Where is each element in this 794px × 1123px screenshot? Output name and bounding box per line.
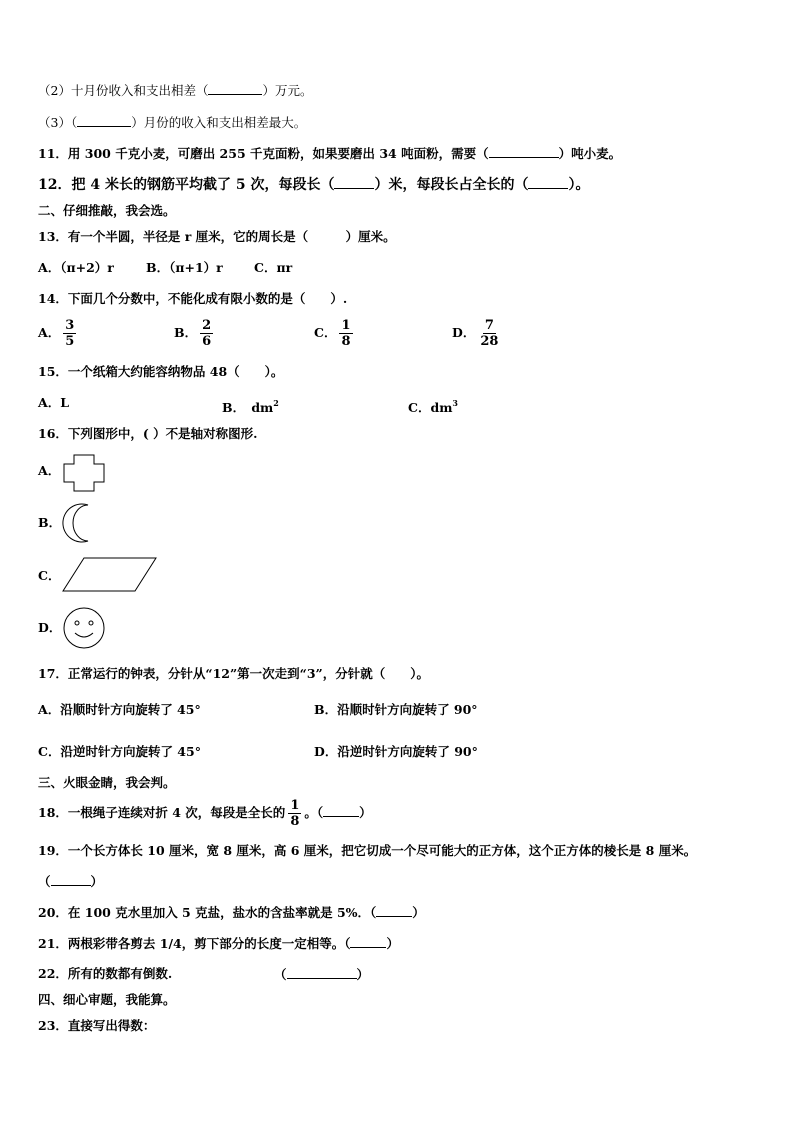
question-11: 11．用 300 千克小麦，可磨出 255 千克面粉，如果要磨出 34 吨面粉，需要（ ）吨小麦。 [38,146,622,161]
q13-option-a[interactable]: A．（π+2）r [38,260,114,275]
fraction: $\frac{1}{8}$ [290,798,300,829]
q15-option-b[interactable]: B． $dm^2$ [222,398,279,415]
answer-blank[interactable] [77,114,131,127]
q16-option-b[interactable]: B． [38,515,62,530]
answer-blank[interactable] [287,966,357,979]
q13-option-c[interactable]: C．πr [254,260,293,275]
answer-blank[interactable] [208,82,262,95]
question-16: 16．下列图形中，( ）不是轴对称图形. [38,426,258,441]
q16-option-d[interactable]: D． [38,620,62,635]
question-13: 13．有一个半圆，半径是 r 厘米，它的周长是（ ）厘米。 [38,229,396,244]
crescent-moon-icon [62,503,98,543]
q17-option-c[interactable]: C．沿逆时针方向旋转了 45° [38,744,201,759]
question-14: 14．下面几个分数中，不能化成有限小数的是（ ）. [38,291,348,306]
question-18: 18．一根绳子连续对折 4 次，每段是全长的 $\frac{1}{8}$ 。（ ） [38,798,372,829]
q15-option-c[interactable]: C．$dm^3$ [408,398,458,415]
q14-option-c[interactable]: C． $\frac{1}{8}$ [314,318,351,349]
q14-option-a[interactable]: A． $\frac{3}{5}$ [38,318,75,349]
q16-option-a[interactable]: A． [38,463,61,478]
answer-blank[interactable] [51,873,91,886]
q14-option-b[interactable]: B． $\frac{2}{6}$ [174,318,212,349]
question-19-answer: （ ） [38,874,104,889]
section-3-heading: 三、火眼金睛，我会判。 [38,775,176,790]
q17-option-b[interactable]: B．沿顺时针方向旋转了 90° [314,702,478,717]
question-12: 12．把 4 米长的钢筋平均截了 5 次，每段长（ ）米，每段长占全长的（ ）。 [38,177,590,193]
q14-option-d[interactable]: D． $\frac{7}{28}$ [452,318,499,349]
fraction: $\frac{3}{5}$ [65,318,75,349]
smiley-face-icon [62,606,106,650]
q17-option-a[interactable]: A．沿顺时针方向旋转了 45° [38,702,201,717]
question-22: 22．所有的数都有倒数. [38,966,173,981]
question-19: 19．一个长方体长 10 厘米，宽 8 厘米，高 6 厘米，把它切成一个尽可能大的正方体，这个正方体的棱长是 8 厘米。 [38,843,697,858]
q13-option-b[interactable]: B．（π+1）r [146,260,223,275]
section-4-heading: 四、细心审题，我能算。 [38,992,176,1007]
answer-blank[interactable] [323,804,359,817]
q17-option-d[interactable]: D．沿逆时针方向旋转了 90° [314,744,478,759]
fraction: $\frac{1}{8}$ [341,318,351,349]
question-22-answer: （ ） [274,967,370,982]
q15-option-a[interactable]: A．L [38,395,69,410]
parallelogram-icon [62,557,158,593]
q10-part3: （3）（ ）月份的收入和支出相差最大。 [38,115,307,130]
fraction: $\frac{2}{6}$ [202,318,212,349]
question-21: 21．两根彩带各剪去 1/4，剪下部分的长度一定相等。（ ） [38,936,399,951]
question-17: 17．正常运行的钟表，分针从“12”第一次走到“3”，分针就（ ）。 [38,666,429,681]
answer-blank[interactable] [350,935,386,948]
question-15: 15．一个纸箱大约能容纳物品 48（ ）。 [38,364,284,379]
answer-blank[interactable] [334,176,374,189]
cross-shape-icon [63,454,105,492]
section-2-heading: 二、仔细推敲，我会选。 [38,203,176,218]
answer-blank[interactable] [528,176,568,189]
answer-blank[interactable] [376,904,412,917]
question-20: 20．在 100 克水里加入 5 克盐，盐水的含盐率就是 5%．（ ） [38,905,425,920]
q10-part2: （2）十月份收入和支出相差（ ）万元。 [38,83,313,98]
answer-blank[interactable] [489,145,559,158]
fraction: $\frac{7}{28}$ [480,318,499,349]
q16-option-c[interactable]: C． [38,568,61,583]
question-23: 23．直接写出得数： [38,1018,156,1033]
